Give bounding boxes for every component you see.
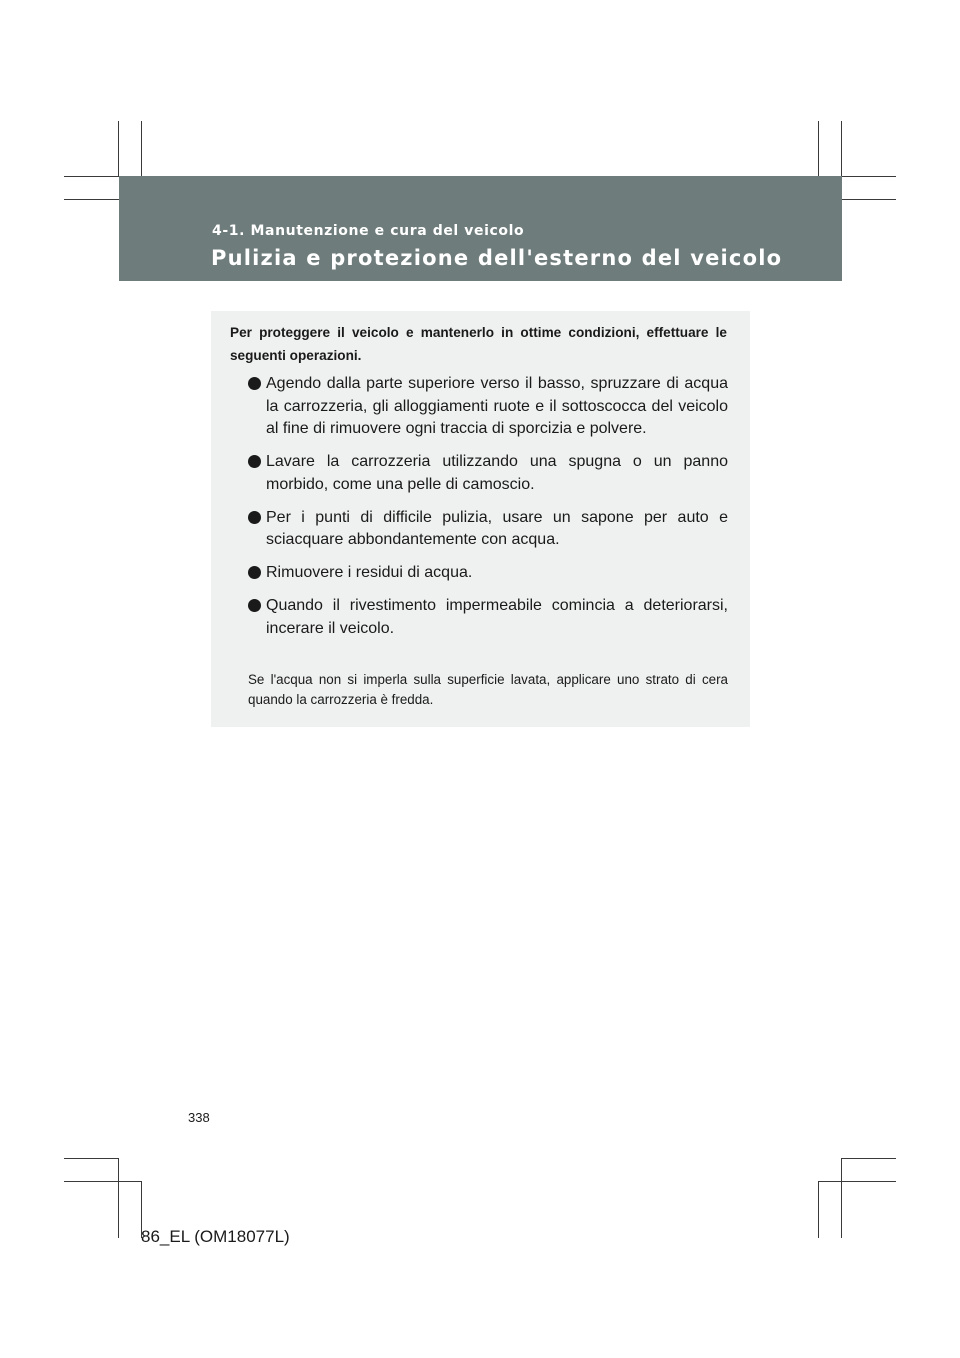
crop-mark [64, 1181, 142, 1182]
intro-text: Per proteggere il veicolo e mantenerlo in ottime condizioni, effettuare le seguenti operazioni. [230, 325, 727, 363]
crop-mark [841, 121, 842, 177]
crop-mark [118, 1158, 119, 1238]
crop-mark [141, 121, 142, 177]
bullet-list [248, 373, 728, 651]
note-text: Se l'acqua non si imperla sulla superficie lavata, applicare uno strato di cera quando la carrozzeria è fredda. [248, 672, 728, 707]
content-box [211, 311, 750, 727]
list-item: Agendo dalla parte superiore verso il basso, spruzzare di acqua la carrozzeria, gli alloggiamenti ruote e il sottoscocca del veicolo al fine di rimuovere ogni traccia di sporcizia e polvere. [248, 373, 728, 441]
list-item: Rimuovere i residui di acqua. [248, 562, 728, 585]
section-label: 4-1. Manutenzione e cura del veicolo [212, 223, 525, 239]
crop-mark [818, 1181, 896, 1182]
bullet-icon [248, 566, 261, 579]
crop-mark [818, 1181, 819, 1238]
crop-mark [64, 1158, 119, 1159]
section-header [119, 176, 842, 281]
bullet-icon [248, 377, 261, 390]
crop-mark [841, 1158, 842, 1238]
crop-mark [841, 176, 896, 177]
page-number: 338 [188, 1110, 210, 1125]
crop-mark [818, 121, 819, 177]
document-code: 86_EL (OM18077L) [141, 1227, 290, 1246]
list-item: Lavare la carrozzeria utilizzando una spugna o un panno morbido, come una pelle di camoscio. [248, 451, 728, 496]
crop-mark [64, 176, 119, 177]
bullet-icon [248, 511, 261, 524]
crop-mark [841, 1158, 896, 1159]
crop-mark [64, 199, 119, 200]
list-item: Quando il rivestimento impermeabile comincia a deteriorarsi, incerare il veicolo. [248, 595, 728, 640]
crop-mark [118, 121, 119, 177]
page-title: Pulizia e protezione dell'esterno del veicolo [211, 246, 783, 270]
bullet-icon [248, 455, 261, 468]
list-item: Per i punti di difficile pulizia, usare un sapone per auto e sciacquare abbondantemente con acqua. [248, 507, 728, 552]
bullet-icon [248, 599, 261, 612]
crop-mark [841, 199, 896, 200]
